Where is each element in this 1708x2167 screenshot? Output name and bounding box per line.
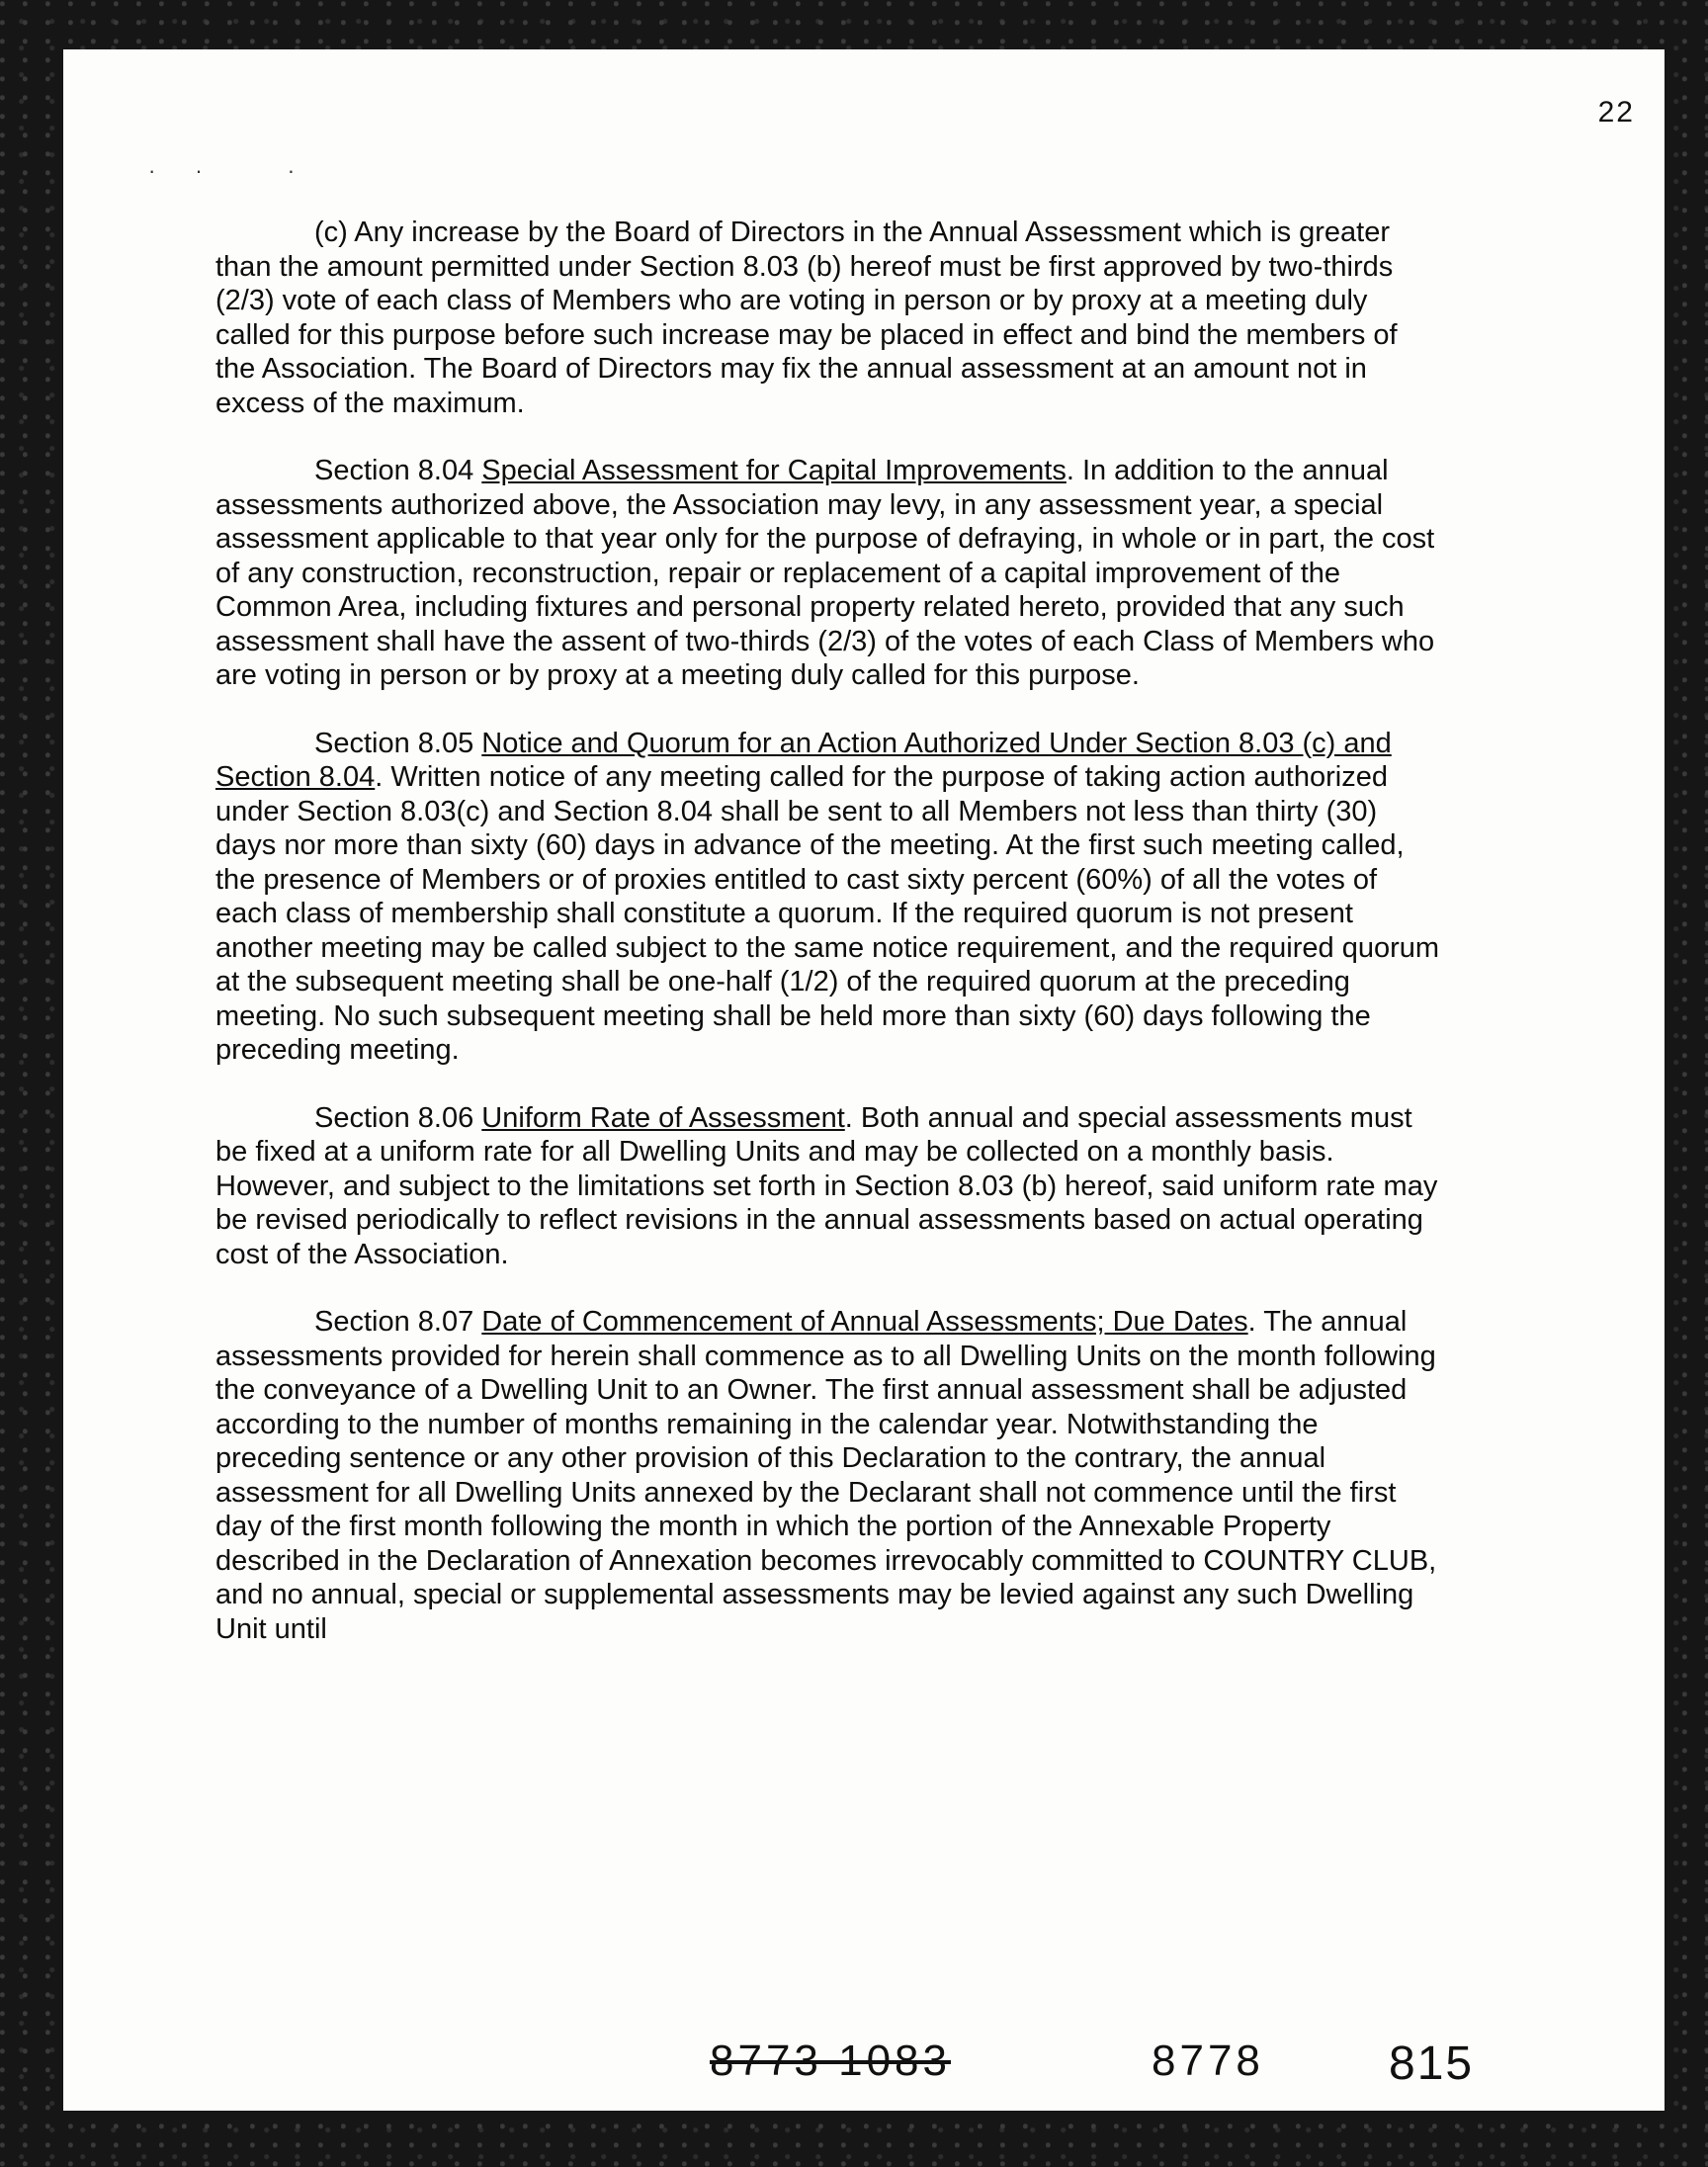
paragraph-8-03c (215, 216, 1441, 420)
paragraph-section-8-06 (215, 1101, 1441, 1272)
section-heading: Special Assessment for Capital Improvements (481, 455, 1067, 486)
record-book-number: 8778 (1152, 2037, 1264, 2085)
section-text: . In addition to the annual assessments authorized above, the Association may levy, in any assessment year, a special assessment applicable to that year only for the purpose of defraying, in whole or in part, the cost of any construction, reconstruction, repair or replacement of a capital improvement of the Common Area, including fixtures and personal property related hereto, provided that any such assessment shall have the assent of two-thirds (2/3) of the votes of each Class of Members who are voting in person or by proxy at a meeting duly called for this purpose. (215, 455, 1435, 691)
section-heading: Notice and Quorum for an Action Authorized Under Section 8.03 (c) and Section 8.04 (215, 727, 1392, 793)
paragraph-lead: (c) Any increase by the Board of Directors in the Annual Assessment which is greater than the amount permitted under Section 8.03 (b) hereof must be first approved by two-thirds (2/3) vote of each class of Members who are voting in person or by proxy at a meeting duly called for this purpose before such increase may be placed in effect and bind the members of the Association. The Board of Directors may fix the annual assessment at an amount not in excess of the maximum. (215, 217, 1398, 419)
section-text: . Both annual and special assessments must be fixed at a uniform rate for all Dwelling Units and may be collected on a monthly basis. However, and subject to the limitations set forth in Section 8.03 (b) hereof, said uniform rate may be revised periodically to reflect revisions in the annual assessments based on actual operating cost of the Association. (215, 1101, 1438, 1270)
section-text: . The annual assessments provided for herein shall commence as to all Dwelling Units on the month following the conveyance of a Dwelling Unit to an Owner. The first annual assessment shall be adjusted according to the number of months remaining in the calendar year. Notwithstanding the preceding sentence or any other provision of this Declaration to the contrary, the annual assessment for all Dwelling Units annexed by the Declarant shall not commence until the first day of the first month following the month in which the portion of the Annexable Property described in the Declaration of Annexation becomes irrevocably committed to COUNTRY CLUB, and no annual, special or supplemental assessments may be levied against any such Dwelling Unit until (215, 1306, 1437, 1645)
record-page-number: 815 (1389, 2037, 1475, 2090)
struck-record-number: 8773 1083 (710, 2037, 951, 2085)
paragraph-section-8-07 (215, 1305, 1441, 1646)
section-heading: Uniform Rate of Assessment (481, 1101, 845, 1134)
document-body (215, 216, 1441, 1680)
section-number: Section 8.05 (314, 727, 482, 759)
section-heading: Date of Commencement of Annual Assessments; Due Dates (481, 1306, 1248, 1338)
section-number: Section 8.06 (314, 1101, 482, 1134)
paragraph-section-8-05 (215, 727, 1441, 1068)
section-number: Section 8.07 (314, 1306, 482, 1338)
scan-specks: ·· · (148, 158, 335, 183)
page-number: 22 (1597, 96, 1635, 129)
paragraph-section-8-04 (215, 454, 1441, 693)
section-text: . Written notice of any meeting called for the purpose of taking action authorized under Section 8.03(c) and Section 8.04 shall be sent to all Members not less than thirty (30) days nor more than sixty (60) days in advance of the meeting. At the first such meeting called, the presence of Members or of proxies entitled to cast sixty percent (60%) of all the votes of each class of membership shall constitute a quorum. If the required quorum is not present another meeting may be called subject to the same notice requirement, and the required quorum at the subsequent meeting shall be one-half (1/2) of the required quorum at the preceding meeting. No such subsequent meeting shall be held more than sixty (60) days following the preceding meeting. (215, 761, 1440, 1066)
section-number: Section 8.04 (314, 455, 482, 486)
